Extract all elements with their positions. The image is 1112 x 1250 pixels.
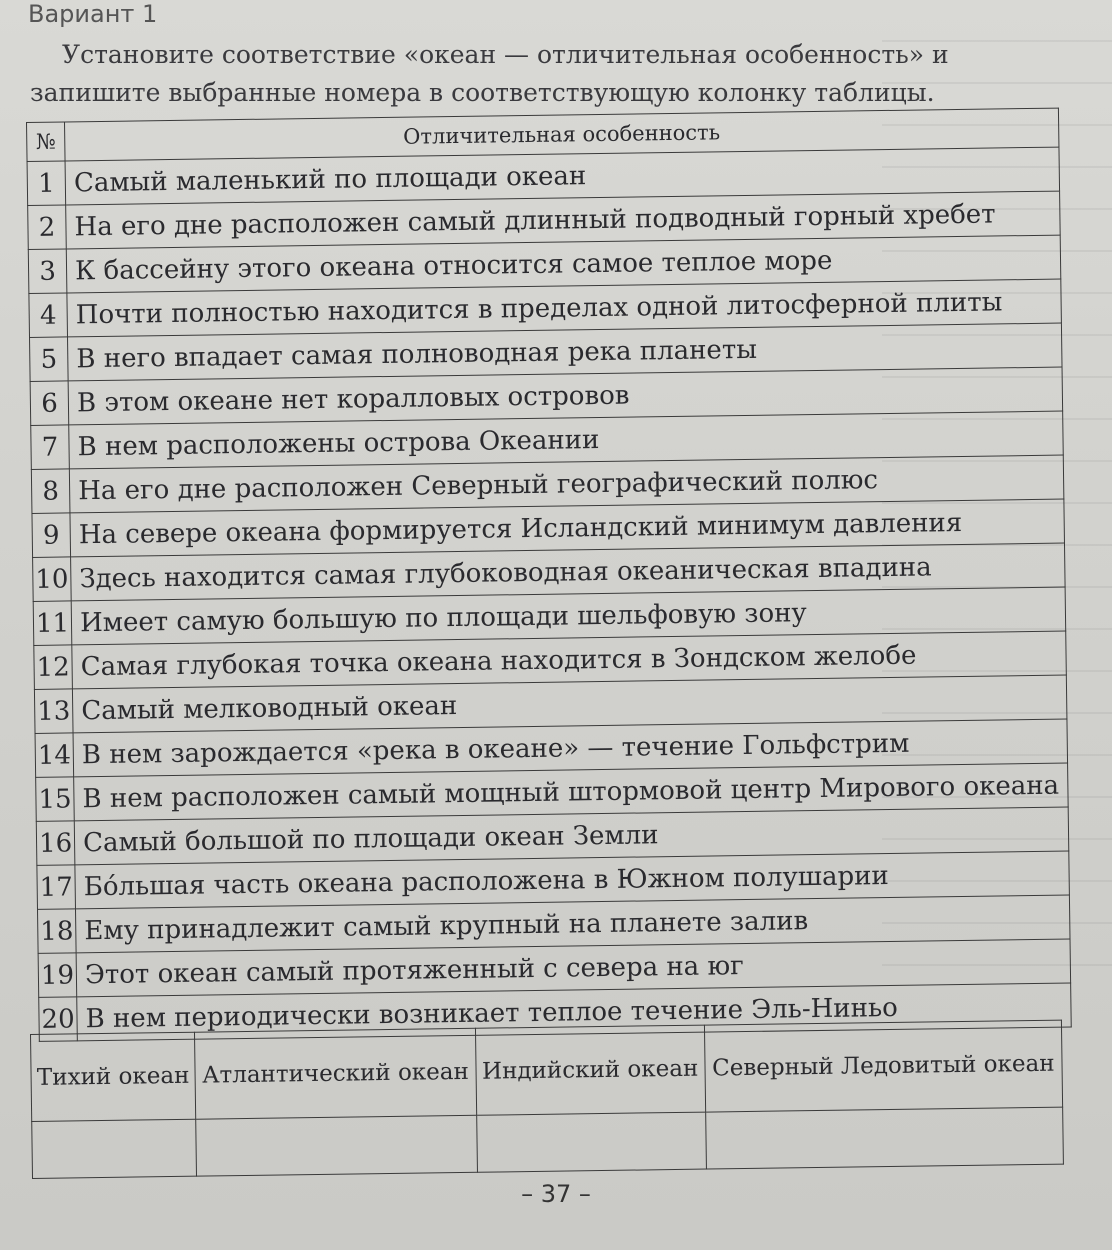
row-number: 14 bbox=[35, 733, 74, 778]
answer-cell-pacific[interactable] bbox=[32, 1119, 197, 1178]
answer-cell-arctic[interactable] bbox=[705, 1107, 1063, 1169]
ocean-arctic-header: Северный Ледовитый океан bbox=[704, 1020, 1063, 1112]
row-feature: Самый большой по площади океан Земли bbox=[74, 807, 1068, 865]
row-number: 5 bbox=[30, 337, 69, 382]
row-number: 16 bbox=[36, 821, 75, 866]
row-number: 1 bbox=[27, 161, 66, 206]
row-number: 4 bbox=[29, 293, 68, 338]
row-number: 9 bbox=[32, 513, 71, 558]
row-feature: Почти полностью находится в пределах одной литосферной плиты bbox=[67, 279, 1061, 337]
row-feature: Ему принадлежит самый крупный на планете залив bbox=[76, 895, 1070, 953]
row-feature: Самый мелководный океан bbox=[73, 675, 1067, 733]
ocean-pacific-header: Тихий океан bbox=[31, 1032, 196, 1121]
row-number: 18 bbox=[37, 909, 76, 954]
row-number: 2 bbox=[28, 205, 67, 250]
answer-cell-atlantic[interactable] bbox=[196, 1115, 477, 1176]
row-feature: В нем зарождается «река в океане» — течение Гольфстрим bbox=[73, 719, 1067, 777]
answer-cell-indian[interactable] bbox=[476, 1112, 706, 1172]
answer-table bbox=[30, 1020, 1064, 1179]
ocean-atlantic-header: Атлантический океан bbox=[195, 1028, 477, 1119]
row-number: 10 bbox=[33, 557, 72, 602]
row-feature: Самый маленький по площади океан bbox=[65, 147, 1059, 205]
row-number: 15 bbox=[36, 777, 75, 822]
column-feature-header: Отличительная особенность bbox=[65, 108, 1059, 161]
column-number-header: № bbox=[27, 122, 66, 162]
row-feature: Этот океан самый протяженный с севера на юг bbox=[76, 939, 1070, 997]
row-feature: В нем периодически возникает теплое течение Эль-Ниньо bbox=[77, 983, 1071, 1041]
row-feature: В него впадает самая полноводная река планеты bbox=[68, 323, 1062, 381]
answer-table-header bbox=[31, 1020, 1063, 1121]
row-number: 13 bbox=[34, 689, 73, 734]
row-feature: В нем расположены острова Океании bbox=[69, 411, 1063, 469]
task-instruction: Установите соответствие «океан — отличительная особенность» и запишите выбранные номера в соответствующую колонку таблицы. bbox=[30, 40, 949, 107]
row-number: 20 bbox=[39, 997, 78, 1042]
row-feature: На севере океана формируется Исландский минимум давления bbox=[70, 499, 1064, 557]
variant-heading: Вариант 1 bbox=[28, 0, 158, 28]
row-feature: На его дне расположен Северный географический полюс bbox=[69, 455, 1063, 513]
row-feature: В нем расположен самый мощный штормовой центр Мирового океана bbox=[74, 763, 1068, 821]
row-number: 17 bbox=[37, 865, 76, 910]
row-feature: Здесь находится самая глубоководная океаническая впадина bbox=[71, 543, 1065, 601]
row-feature: В этом океане нет коралловых островов bbox=[68, 367, 1062, 425]
row-number: 3 bbox=[28, 249, 67, 294]
row-number: 11 bbox=[33, 601, 72, 646]
row-feature: Имеет самую большую по площади шельфовую зону bbox=[71, 587, 1065, 645]
row-feature: К бассейну этого океана относится самое теплое море bbox=[66, 235, 1060, 293]
row-feature: На его дне расположен самый длинный подводный горный хребет bbox=[66, 191, 1060, 249]
row-number: 6 bbox=[30, 381, 69, 426]
row-number: 7 bbox=[31, 425, 70, 470]
row-feature: Бо́льшая часть океана расположена в Южном полушарии bbox=[75, 851, 1069, 909]
page-number: – 37 – bbox=[521, 1180, 591, 1208]
row-number: 8 bbox=[31, 469, 70, 514]
ocean-indian-header: Индийский океан bbox=[475, 1025, 705, 1115]
row-number: 19 bbox=[38, 953, 77, 998]
row-number: 12 bbox=[34, 645, 73, 690]
features-table bbox=[26, 108, 1071, 1042]
row-feature: Самая глубокая точка океана находится в Зондском желобе bbox=[72, 631, 1066, 689]
